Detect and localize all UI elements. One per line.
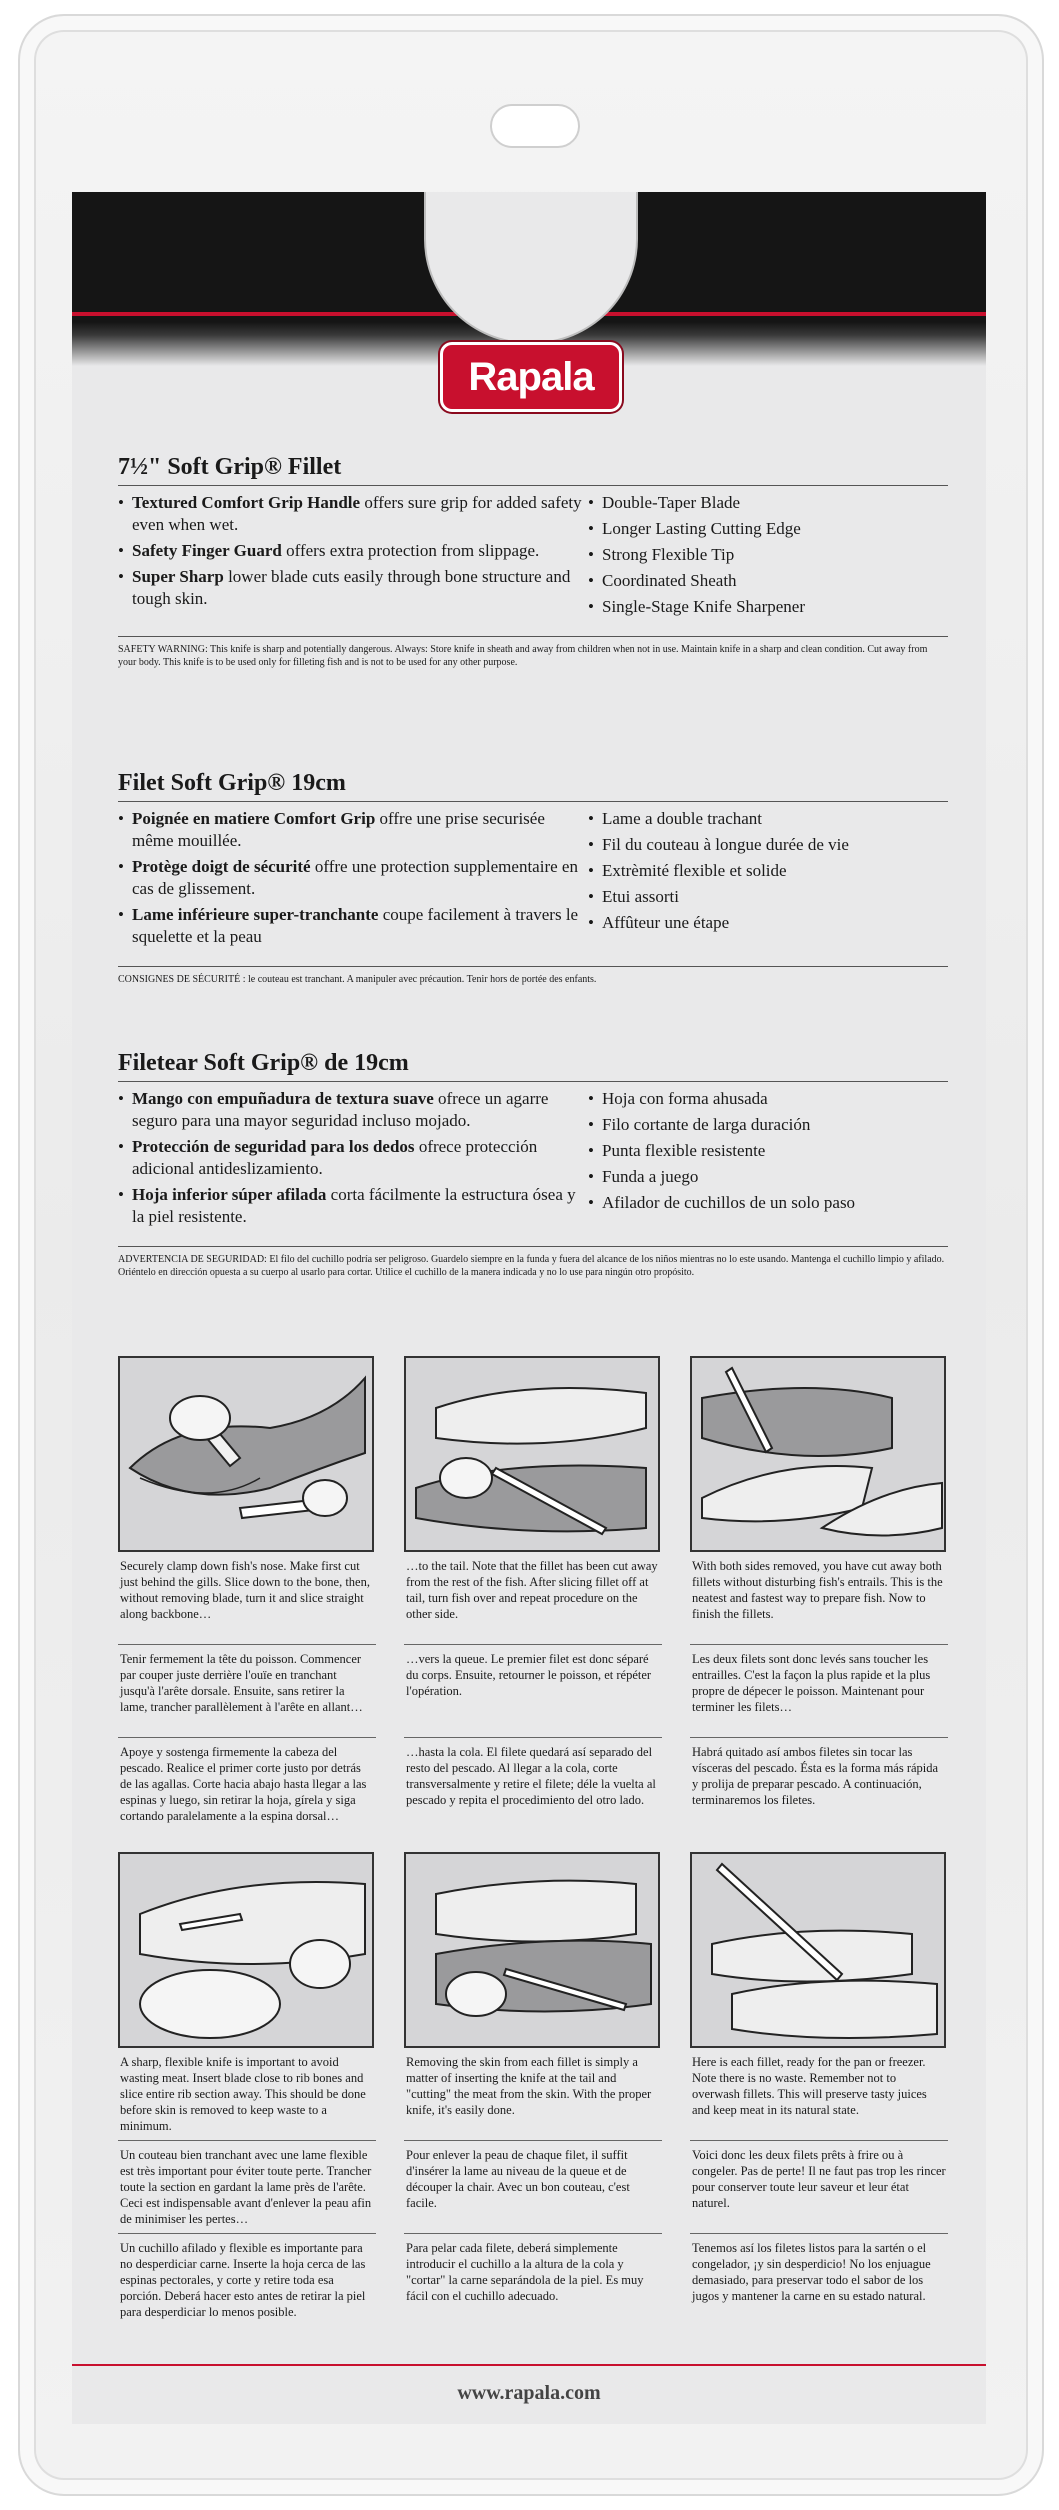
website-url: www.rapala.com	[457, 2382, 601, 2404]
step-2-text-en: …to the tail. Note that the fillet has been cut away from the rest of the fish. After slicing fillet off at tail, turn fish over and repeat procedure on the other side.	[404, 1552, 662, 1645]
spanish-safety-warning: ADVERTENCIA DE SEGURIDAD: El filo del cuchillo podría ser peligroso. Guardelo siempre en la funda y fuera del alcance de los niños mientras no lo este usando. Mantenga el cuchillo limpio y afilado. Oriéntelo en dirección opuesta a su cuerpo al usarlo para cortar. Utilice el cuchillo de la manera indicada y no lo use para ningún otro propósito.	[118, 1246, 948, 1279]
french-spec-1: • Lame a double trachant	[588, 808, 948, 830]
english-feature-2: • Safety Finger Guard offers extra protection from slippage.	[118, 540, 588, 562]
spanish-spec-4: • Funda a juego	[588, 1166, 948, 1188]
step-3-illustration	[690, 1356, 946, 1552]
french-spec-4: • Etui assorti	[588, 886, 948, 908]
step-3-text-fr: Les deux filets sont donc levés sans toucher les entrailles. C'est la façon la plus rapide et la plus propre de dépecer le poisson. Maintenant pour terminer les filets…	[690, 1645, 948, 1738]
step-2	[404, 1356, 662, 1830]
french-section	[118, 770, 948, 986]
step-5	[404, 1852, 662, 2326]
step-1-text-fr: Tenir fermement la tête du poisson. Commencer par couper juste derrière l'ouïe en tranchant jusqu'à l'arête dorsale. Ensuite, sans retirer la lame, trancher parallèlement à l'arête en allant…	[118, 1645, 376, 1738]
english-spec-1: • Double-Taper Blade	[588, 492, 948, 514]
rapala-logo: Rapala	[440, 342, 622, 412]
spanish-feature-2: • Protección de seguridad para los dedos ofrece protección adicional antideslizamiento.	[118, 1136, 588, 1180]
english-spec-3: • Strong Flexible Tip	[588, 544, 948, 566]
spanish-spec-2: • Filo cortante de larga duración	[588, 1114, 948, 1136]
french-spec-5: • Affûteur une étape	[588, 912, 948, 934]
english-spec-5: • Single-Stage Knife Sharpener	[588, 596, 948, 618]
english-safety-warning: SAFETY WARNING: This knife is sharp and potentially dangerous. Always: Store knife in sheath and away from children when not in use. Maintain knife in a sharp and clean condition. Cut away from your body. This knife is to be used only for filleting fish and is not to be used for any other purpose.	[118, 636, 948, 669]
step-3-text-es: Habrá quitado así ambos filetes sin tocar las vísceras del pescado. Ésta es la forma más rápida y prolija de preparar pescado. A continuación, terminaremos los filetes.	[692, 1745, 939, 1807]
step-6-illustration	[690, 1852, 946, 2048]
french-feature-3: • Lame inférieure super-tranchante coupe facilement à travers le squelette et la peau	[118, 904, 588, 948]
english-section	[118, 454, 948, 669]
instruction-steps-row-2	[118, 1852, 948, 2326]
step-6-text-fr: Voici donc les deux filets prêts à frire ou à congeler. Pas de perte! Il ne faut pas trop les rincer pour conserver toute leur saveur et leur état naturel.	[690, 2141, 948, 2234]
french-title: Filet Soft Grip® 19cm	[118, 770, 948, 802]
step-2-illustration	[404, 1356, 660, 1552]
product-card	[72, 192, 986, 2424]
english-feature-3: • Super Sharp lower blade cuts easily through bone structure and tough skin.	[118, 566, 588, 610]
step-5-text-es: Para pelar cada filete, deberá simplemente introducir el cuchillo a la altura de la cola y "cortar" la carne separándola de la piel. Es muy fácil con el cuchillo adecuado.	[406, 2241, 644, 2303]
step-4-text-en: A sharp, flexible knife is important to avoid wasting meat. Insert blade close to rib bones and slice entire rib section away. This should be done before skin is removed to keep waste to a minimum.	[118, 2048, 376, 2141]
step-6-text-en: Here is each fillet, ready for the pan or freezer. Note there is no waste. Remember not to overwash fillets. This will preserve tasty juices and keep meat in its natural state.	[690, 2048, 948, 2141]
spanish-spec-5: • Afilador de cuchillos de un solo paso	[588, 1192, 948, 1214]
spanish-section	[118, 1050, 948, 1279]
step-6-text-es: Tenemos así los filetes listos para la sartén o el congelador, ¡y sin desperdicio! No los enjuague demasiado, para preservar todo el sabor de los jugos y mantener la carne en su estado natural.	[692, 2241, 931, 2303]
spanish-feature-1: • Mango con empuñadura de textura suave ofrece un agarre seguro para una mayor seguridad incluso mojado.	[118, 1088, 588, 1132]
hang-hole	[490, 104, 580, 148]
step-3	[690, 1356, 948, 1830]
french-feature-2: • Protège doigt de sécurité offre une protection supplementaire en cas de glissement.	[118, 856, 588, 900]
spanish-spec-3: • Punta flexible resistente	[588, 1140, 948, 1162]
step-5-text-en: Removing the skin from each fillet is simply a matter of inserting the knife at the tail and "cutting" the meat from the skin. With the proper knife, it's easily done.	[404, 2048, 662, 2141]
step-1	[118, 1356, 376, 1830]
step-4-illustration	[118, 1852, 374, 2048]
step-2-text-es: …hasta la cola. El filete quedará así separado del resto del pescado. Al llegar a la cola, corte transversalmente y retire el filete; déle la vuelta al pescado y repita el procedimiento del otro lado.	[406, 1745, 656, 1807]
french-spec-2: • Fil du couteau à longue durée de vie	[588, 834, 948, 856]
step-3-text-en: With both sides removed, you have cut away both fillets without disturbing fish's entrails. This is the neatest and fastest way to prepare fish. Now to finish the fillets.	[690, 1552, 948, 1645]
step-5-illustration	[404, 1852, 660, 2048]
english-spec-2: • Longer Lasting Cutting Edge	[588, 518, 948, 540]
step-1-illustration	[118, 1356, 374, 1552]
english-feature-1: • Textured Comfort Grip Handle offers sure grip for added safety even when wet.	[118, 492, 588, 536]
french-safety-warning: CONSIGNES DE SÉCURITÉ : le couteau est tranchant. A manipuler avec précaution. Tenir hors de portée des enfants.	[118, 966, 948, 986]
step-2-text-fr: …vers la queue. Le premier filet est donc séparé du corps. Ensuite, retourner le poisson, et répéter l'opération.	[404, 1645, 662, 1738]
step-4-text-fr: Un couteau bien tranchant avec une lame flexible est très important pour éviter toute perte. Trancher toute la section en gardant la lame près de l'arête. Ceci est indispensable avant d'enlever la peau afin de minimiser les pertes…	[118, 2141, 376, 2234]
english-spec-4: • Coordinated Sheath	[588, 570, 948, 592]
french-spec-3: • Extrèmité flexible et solide	[588, 860, 948, 882]
spanish-spec-1: • Hoja con forma ahusada	[588, 1088, 948, 1110]
instruction-steps-row-1	[118, 1356, 948, 1830]
step-1-text-es: Apoye y sostenga firmemente la cabeza del pescado. Realice el primer corte justo por detrás de las agallas. Corte hacia abajo hasta llegar a las espinas y luego, sin retirar la hoja, gírela y siga cortando paralelamente a la espina dorsal…	[120, 1745, 367, 1823]
spanish-feature-3: • Hoja inferior súper afilada corta fácilmente la estructura ósea y la piel resistente.	[118, 1184, 588, 1228]
step-6	[690, 1852, 948, 2326]
step-4	[118, 1852, 376, 2326]
footer-red-stripe	[72, 2364, 986, 2366]
step-4-text-es: Un cuchillo afilado y flexible es importante para no desperdiciar carne. Inserte la hoja cerca de las espinas pectorales, y corte y retire toda esa porción. Deberá hacer esto antes de retirar la piel para desperdiciar lo menos posible.	[120, 2241, 366, 2319]
step-5-text-fr: Pour enlever la peau de chaque filet, il suffit d'insérer la lame au niveau de la queue et de découper la chair. Avec un bon couteau, c'est facile.	[404, 2141, 662, 2234]
spanish-title: Filetear Soft Grip® de 19cm	[118, 1050, 948, 1082]
step-1-text-en: Securely clamp down fish's nose. Make first cut just behind the gills. Slice down to the bone, then, without removing blade, turn it and slice straight along backbone…	[118, 1552, 376, 1645]
english-title: 7½" Soft Grip® Fillet	[118, 454, 948, 486]
french-feature-1: • Poignée en matiere Comfort Grip offre une prise securisée même mouillée.	[118, 808, 588, 852]
